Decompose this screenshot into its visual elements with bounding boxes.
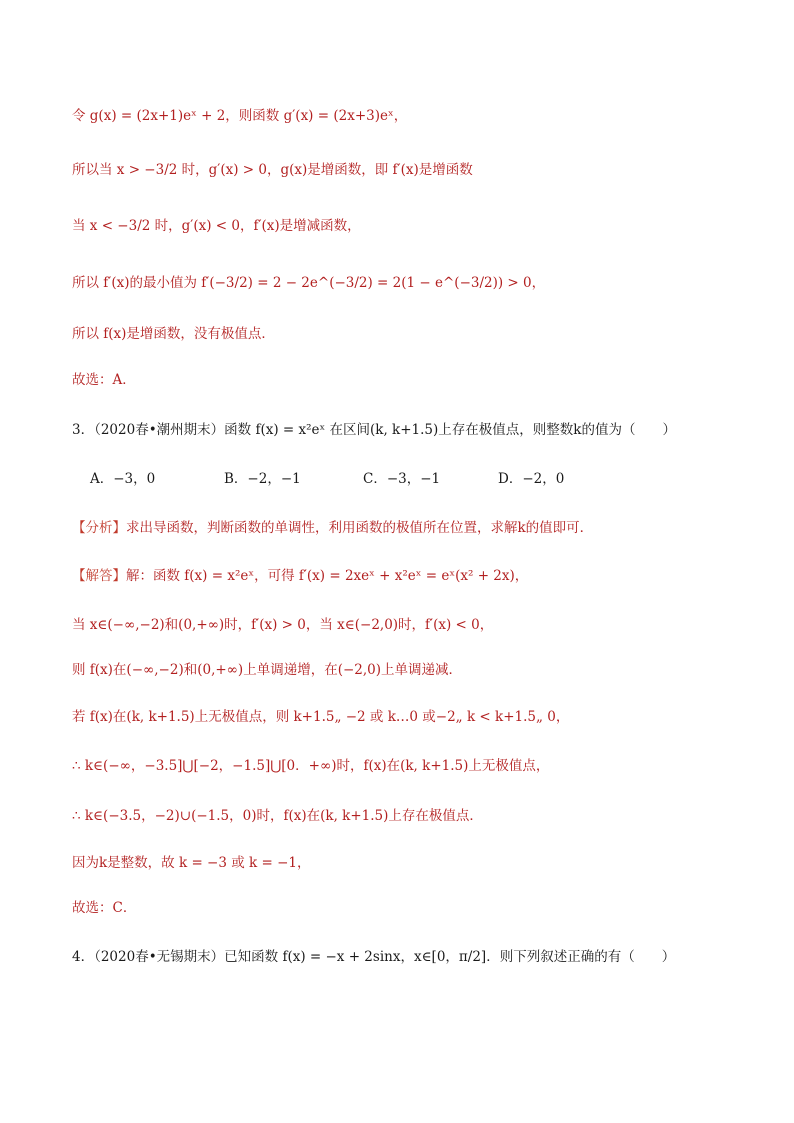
question-4-stem: 4．（2020春•无锡期末）已知函数 f(x) = −x + 2sinx，x∈[0，π/2]．则下列叙述正确的有（ ） [72, 949, 676, 965]
q3-solution-line-7: 因为k是整数，故 k = −3 或 k = −1， [72, 855, 311, 871]
answer-prev: 故选：A． [72, 372, 136, 388]
q3-solution-line-6: ∴ k∈(−3.5，−2)∪(−1.5，0)时，f(x)在(k, k+1.5)上存在极值点． [72, 808, 483, 824]
q3-solution-line-2: 当 x∈(−∞,−2)和(0,+∞)时，f′(x) > 0，当 x∈(−2,0)时，f′(x) < 0， [72, 617, 494, 633]
analysis-tag: 【分析】 [72, 520, 126, 536]
q3-solution-line-4: 若 f(x)在(k, k+1.5)上无极值点，则 k+1.5„ −2 或 k…0 或−2„ k < k+1.5„ 0， [72, 709, 570, 725]
solution-tag: 【解答】 [72, 568, 126, 584]
solution-line-1: 令 g(x) = (2x+1)eˣ + 2，则函数 g′(x) = (2x+3)eˣ， [72, 108, 408, 124]
q3-solution-text-1: 解：函数 f(x) = x²eˣ，可得 f′(x) = 2xeˣ + x²eˣ = eˣ(x² + 2x)， [126, 568, 529, 584]
solution-line-2: 所以当 x > −3/2 时，g′(x) > 0，g(x)是增函数，即 f′(x)是增函数 [72, 162, 473, 178]
q3-solution-line-1 [72, 566, 754, 586]
solution-line-5: 所以 f(x)是增函数，没有极值点． [72, 326, 275, 342]
q3-solution-line-3: 则 f(x)在(−∞,−2)和(0,+∞)上单调递增，在(−2,0)上单调递减． [72, 662, 463, 678]
solution-line-3: 当 x < −3/2 时，g′(x) < 0，f′(x)是增减函数， [72, 218, 361, 234]
option-d: D．−2，0 [498, 471, 565, 487]
q3-solution-line-5: ∴ k∈(−∞，−3.5]⋃[−2，−1.5]⋃[0．+∞)时，f(x)在(k, k+1.5)上无极值点， [72, 758, 550, 774]
option-b: B．−2，−1 [224, 471, 301, 487]
option-a: A．−3，0 [90, 471, 156, 487]
solution-line-4: 所以 f′(x)的最小值为 f′(−3/2) = 2 − 2e^(−3/2) = 2(1 − e^(−3/2)) > 0， [72, 275, 546, 291]
analysis-text: 求出导函数，判断函数的单调性，利用函数的极值所在位置，求解k的值即可． [126, 520, 594, 536]
analysis-line [72, 518, 754, 538]
option-c: C．−3，−1 [363, 471, 441, 487]
question-3-stem: 3．（2020春•潮州期末）函数 f(x) = x²eˣ 在区间(k, k+1.5)上存在极值点，则整数k的值为（ ） [72, 422, 676, 438]
q3-answer: 故选：C． [72, 900, 137, 916]
